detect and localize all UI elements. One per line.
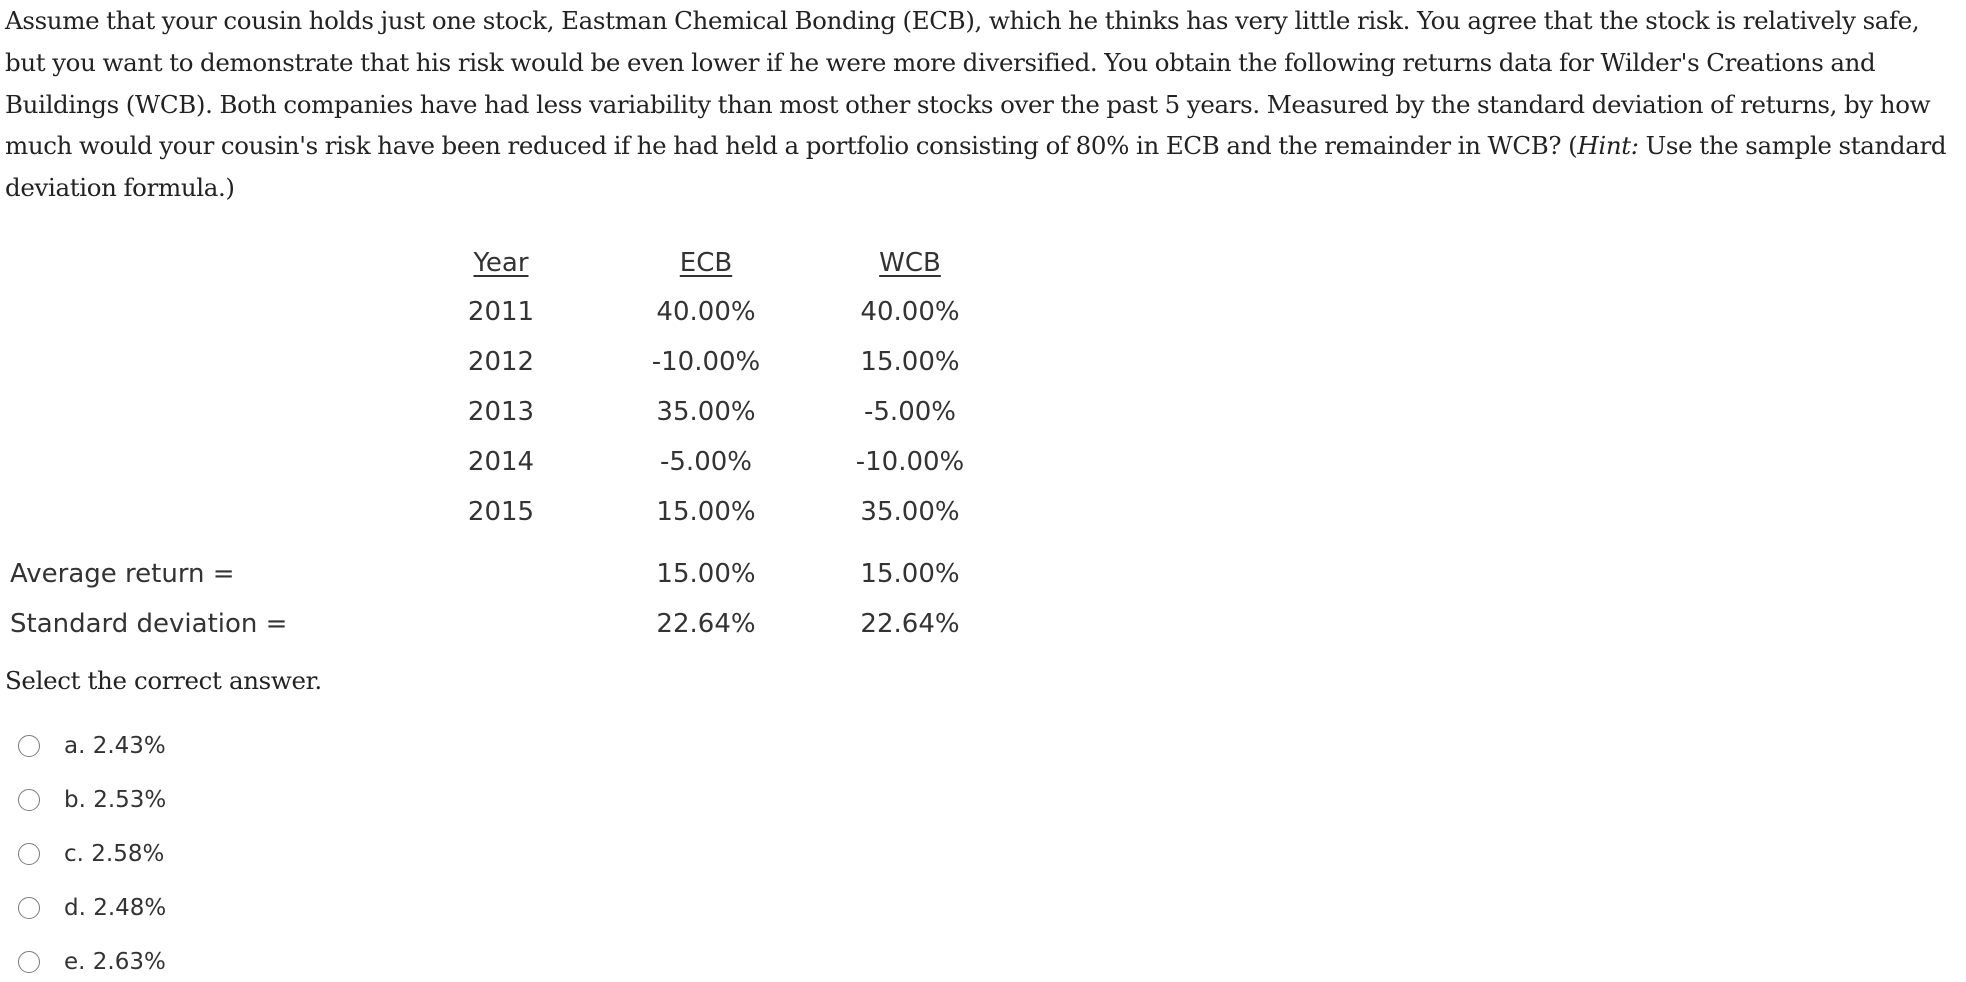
row-wcb: -10.00% xyxy=(855,447,965,477)
option-c[interactable] xyxy=(18,836,164,872)
option-e[interactable] xyxy=(18,944,166,980)
radio-button[interactable] xyxy=(18,897,40,919)
row-ecb: -5.00% xyxy=(660,447,752,477)
option-b[interactable] xyxy=(18,782,166,818)
header-ecb: ECB xyxy=(679,248,733,278)
radio-button[interactable] xyxy=(18,789,40,811)
radio-button[interactable] xyxy=(18,843,40,865)
row-wcb: 40.00% xyxy=(860,297,960,327)
average-return-label: Average return = xyxy=(10,559,235,589)
row-ecb: -10.00% xyxy=(651,347,761,377)
option-d[interactable] xyxy=(18,890,166,926)
average-return-ecb: 15.00% xyxy=(656,559,756,589)
row-wcb: 35.00% xyxy=(860,497,960,527)
option-label: b. 2.53% xyxy=(64,787,167,813)
question-part2: Use the sample standard deviation formula.) xyxy=(5,131,1947,203)
select-answer-prompt: Select the correct answer. xyxy=(5,666,322,695)
hint-label: Hint: xyxy=(1577,131,1639,161)
row-year: 2015 xyxy=(467,497,535,527)
radio-button[interactable] xyxy=(18,951,40,973)
average-return-wcb: 15.00% xyxy=(860,559,960,589)
row-wcb: -5.00% xyxy=(864,397,956,427)
option-label: c. 2.58% xyxy=(64,841,165,867)
row-ecb: 40.00% xyxy=(656,297,756,327)
option-label: e. 2.63% xyxy=(64,949,166,975)
standard-deviation-label: Standard deviation = xyxy=(10,609,288,639)
radio-button[interactable] xyxy=(18,735,40,757)
row-ecb: 35.00% xyxy=(656,397,756,427)
standard-deviation-wcb: 22.64% xyxy=(860,609,960,639)
row-year: 2014 xyxy=(467,447,535,477)
row-year: 2012 xyxy=(467,347,535,377)
row-year: 2011 xyxy=(467,297,535,327)
question-part1: Assume that your cousin holds just one stock, Eastman Chemical Bonding (ECB), which he thinks has very little risk. You agree that the stock is relatively safe, but you want to demonstrate that his risk would be even lower if he were more diversified. You obtain the following returns data for Wilder's Creations and Buildings (WCB). Both companies have had less variability than most other stocks over the past 5 years. Measured by the standard deviation of returns, by how much would your cousin's risk have been reduced if he had held a portfolio consisting of 80% in ECB and the remainder in WCB? ( xyxy=(5,6,1931,161)
question-text xyxy=(5,0,1963,209)
option-label: a. 2.43% xyxy=(64,733,166,759)
option-a[interactable] xyxy=(18,728,166,764)
standard-deviation-ecb: 22.64% xyxy=(656,609,756,639)
header-wcb: WCB xyxy=(879,248,941,278)
row-wcb: 15.00% xyxy=(860,347,960,377)
row-year: 2013 xyxy=(467,397,535,427)
option-label: d. 2.48% xyxy=(64,895,167,921)
row-ecb: 15.00% xyxy=(656,497,756,527)
header-year: Year xyxy=(473,248,529,278)
